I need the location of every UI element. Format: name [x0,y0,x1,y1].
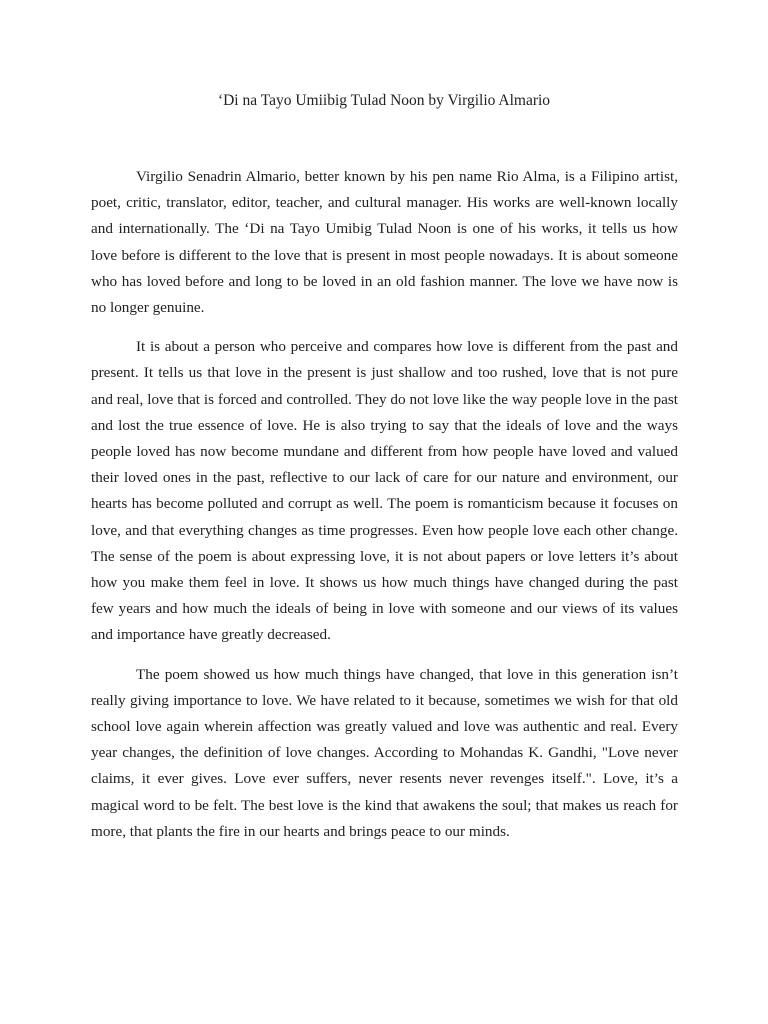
paragraph-3: The poem showed us how much things have changed, that love in this generation isn’t really giving importance to love. We have related to it because, sometimes we wish for that old school love again wherein affection was greatly valued and love was authentic and real. Every year changes, the definition of love changes. According to Mohandas K. Gandhi, "Love never claims, it ever gives. Love ever suffers, never resents never revenges itself.". Love, it’s a magical word to be felt. The best love is the kind that awakens the soul; that makes us reach for more, that plants the fire in our hearts and brings peace to our minds. [91,665,678,840]
document-body [91,164,678,858]
paragraph-2: It is about a person who perceive and compares how love is different from the past and present. It tells us that love in the present is just shallow and too rushed, love that is not pure and real, love that is forced and controlled. They do not love like the way people love in the past and lost the true essence of love. He is also trying to say that the ideals of love and the ways people loved has now become mundane and different from how people have loved and valued their loved ones in the past, reflective to our lack of care for our nature and environment, our hearts has become polluted and corrupt as well. The poem is romanticism because it focuses on love, and that everything changes as time progresses. Even how people love each other change. The sense of the poem is about expressing love, it is not about papers or love letters it’s about how you make them feel in love. It shows us how much things have changed during the past few years and how much the ideals of being in love with someone and our views of its values and importance have greatly decreased. [91,338,678,644]
document-title: ‘Di na Tayo Umiibig Tulad Noon by Virgilio Almario [217,92,551,109]
paragraph-1: Virgilio Senadrin Almario, better known by his pen name Rio Alma, is a Filipino artist, poet, critic, translator, editor, teacher, and cultural manager. His works are well-known locally and internationally. The ‘Di na Tayo Umibig Tulad Noon is one of his works, it tells us how love before is different to the love that is present in most people nowadays. It is about someone who has loved before and long to be loved in an old fashion manner. The love we have now is no longer genuine. [91,168,678,317]
